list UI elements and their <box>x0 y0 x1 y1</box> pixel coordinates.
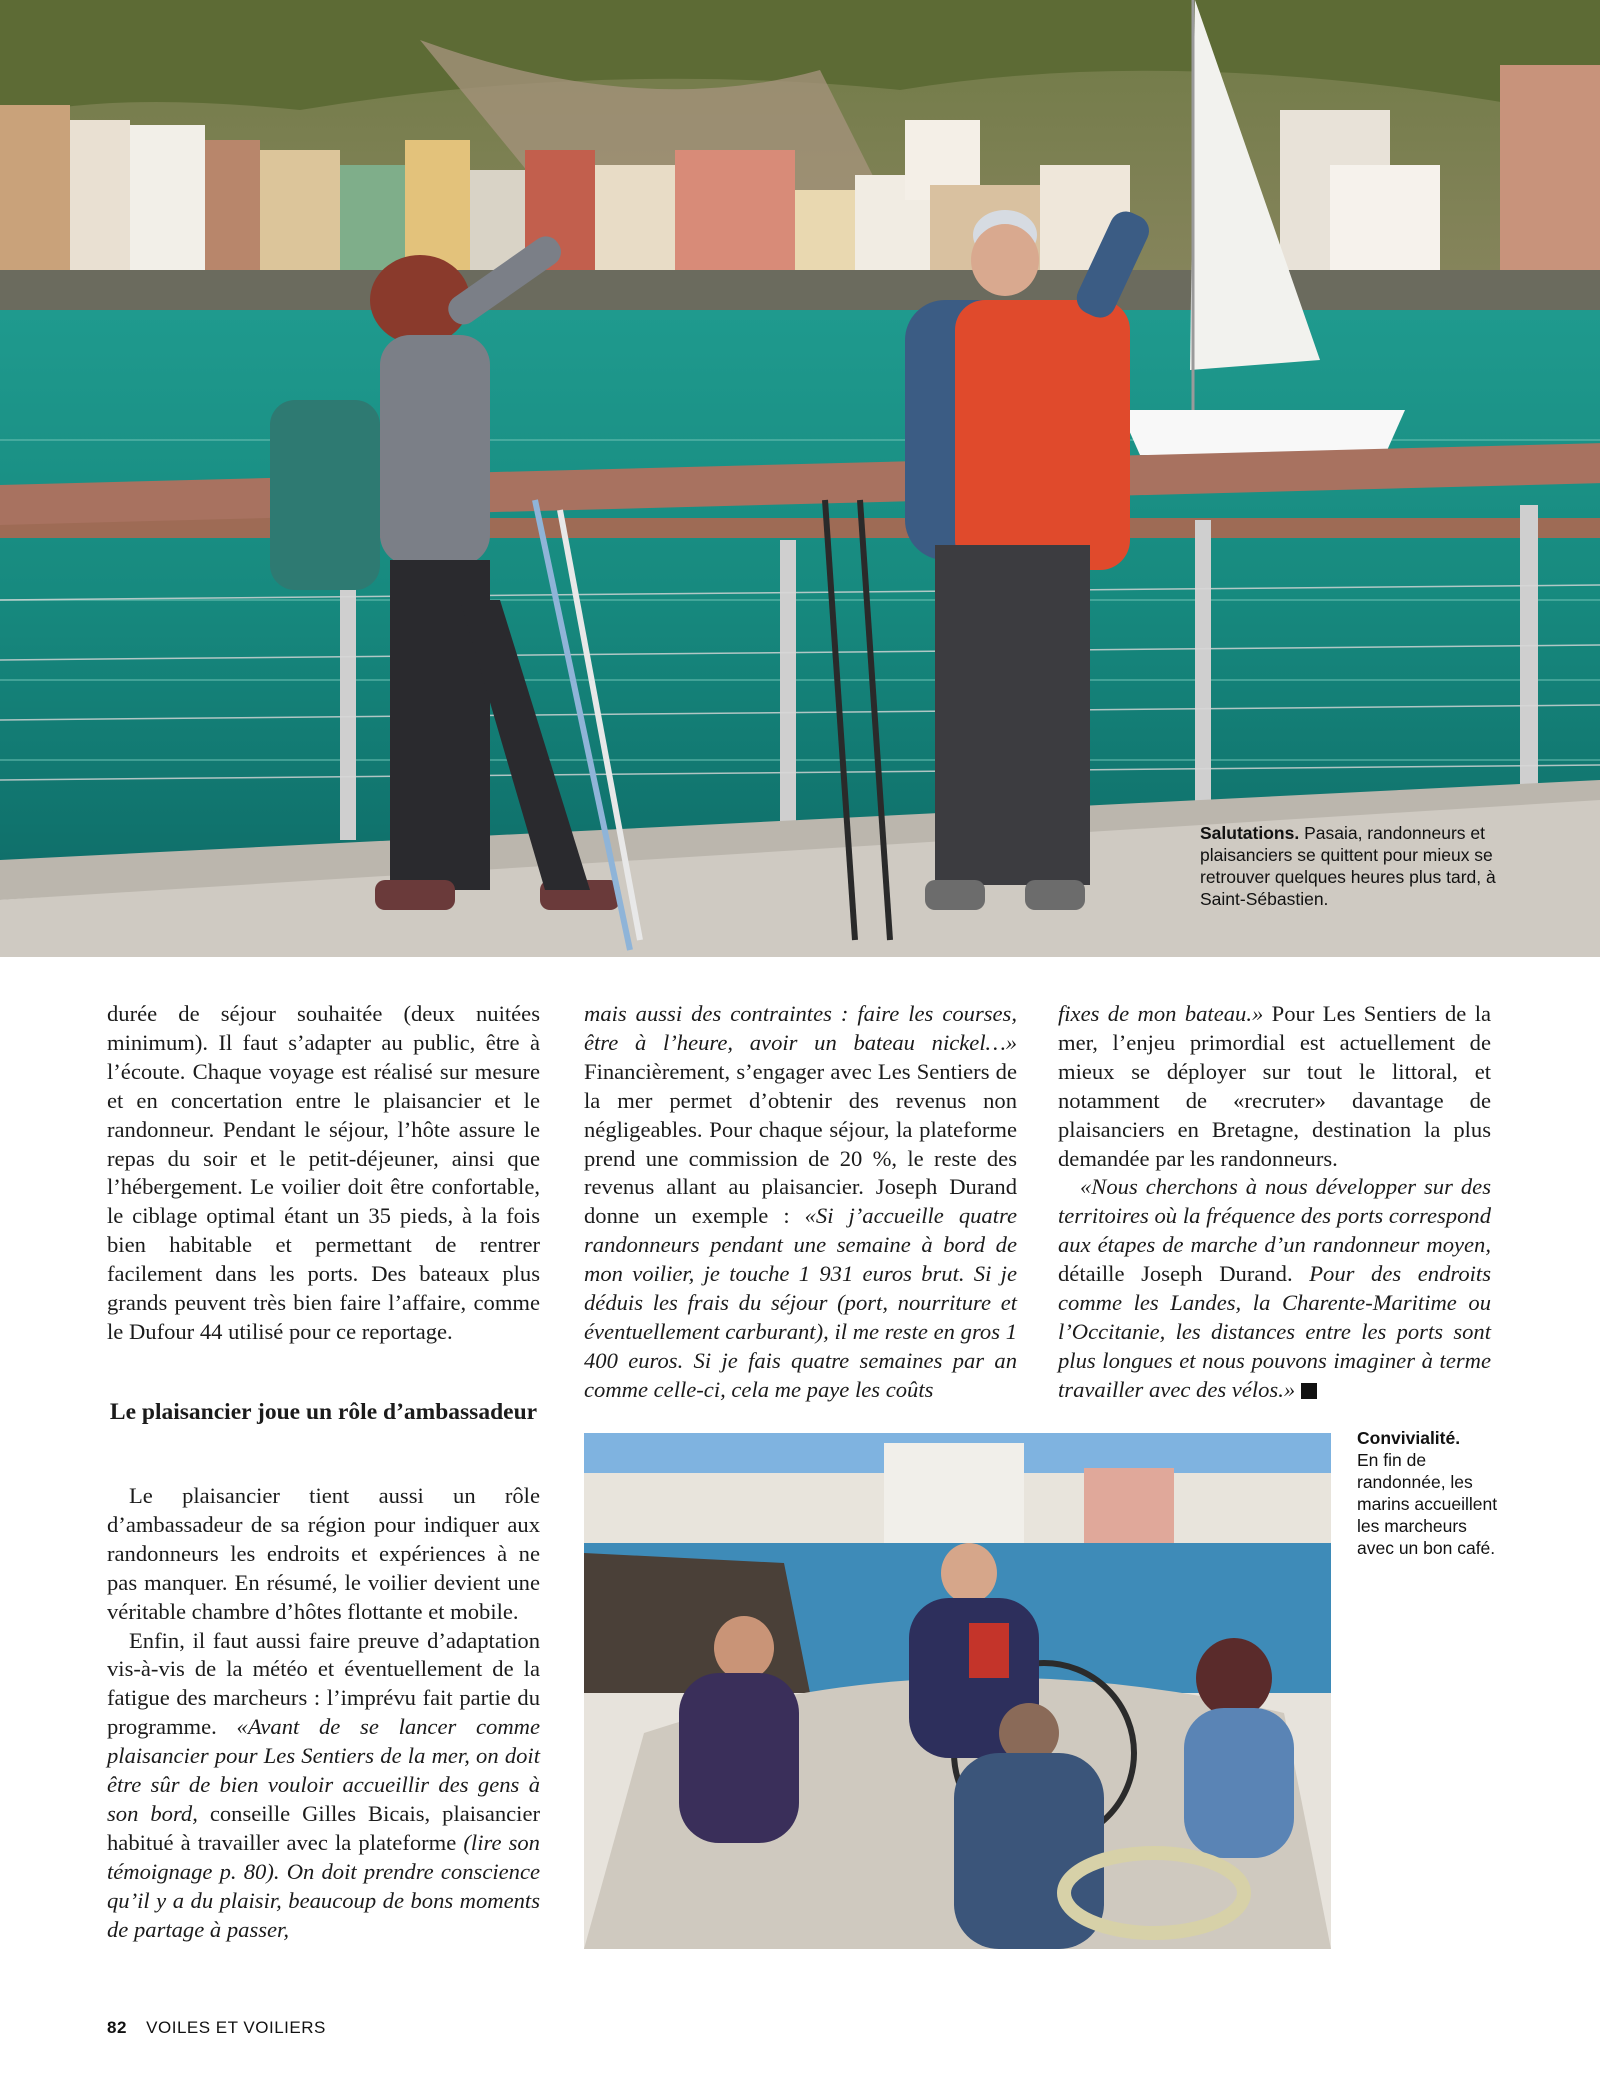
article-column-2 <box>584 1000 1017 1405</box>
quote: Pour des endroits comme les Landes, la Charente-Maritime ou l’Occitanie, les distances entre les ports sont plus longues et nous pouvons imaginer à terme travailler avec des vélos.» <box>1058 1261 1491 1402</box>
text-run: détaille Joseph Durand. <box>1058 1261 1310 1287</box>
paragraph: durée de séjour souhaitée (deux nuitées minimum). Il faut s’adapter au public, être à l’écoute. Chaque voyage est réalisé sur mesure et en concertation entre le plaisancier et le randonneur. Pendant le séjour, l’hôte assure le repas du soir et le petit-déjeuner, ainsi que l’hébergement. Le voilier doit être confortable, le ciblage optimal étant un 35 pieds, à la fois bien habitable et permettant de rentrer facilement dans les ports. Des bateaux plus grands peuvent très bien faire l’affaire, comme le Dufour 44 utilisé pour ce reportage. <box>107 1001 540 1344</box>
article-column-1-continued <box>107 1482 540 1945</box>
paragraph <box>107 1627 540 1945</box>
caption-text: Pasaia, randonneurs et plaisanciers se quittent pour mieux se retrouver quelques heures plus tard, à Saint-Sébastien. <box>1200 823 1496 909</box>
hikers-harbour-illustration <box>0 0 1600 957</box>
reference: (lire son témoignage p. 80). <box>107 1829 540 1884</box>
sailors-coffee-illustration <box>584 1433 1331 1949</box>
end-of-article-mark <box>1301 1383 1317 1399</box>
paragraph <box>1058 1173 1491 1404</box>
quote: fixes de mon bateau.» <box>1058 1001 1264 1026</box>
page-footer <box>107 2018 326 2038</box>
hero-photo <box>0 0 1600 957</box>
subheading: Le plaisancier joue un rôle d’ambassadeur <box>109 1399 538 1425</box>
text-run: Financièrement, s’engager avec Les Sentiers de la mer permet d’obtenir des revenus non négligeables. Pour chaque séjour, la plateforme prend une commission de 20 %, le reste des revenus allant au plaisancier. Joseph Durand donne un exemple : <box>584 1058 1017 1229</box>
text-run: Pour Les Sentiers de la mer, l’enjeu primordial est actuellement de mieux se déployer sur tout le littoral, et notamment de «recruter» davantage de plaisanciers en Bretagne, destination la plus demandée par les randonneurs. <box>1058 1001 1491 1171</box>
caption-text: En fin de randonnée, les marins accueillent les marcheurs avec un bon café. <box>1357 1450 1498 1558</box>
paragraph <box>1058 1000 1491 1173</box>
bottom-photo-caption <box>1357 1427 1507 1559</box>
top-photo-caption <box>1200 822 1500 910</box>
page-number: 82 <box>107 2018 127 2037</box>
paragraph <box>584 1000 1017 1405</box>
text-run: conseille Gilles Bicais, plaisancier habitué à travailler avec la plateforme <box>107 1800 541 1855</box>
magazine-name: VOILES ET VOILIERS <box>146 2018 326 2037</box>
quote: «Si j’accueille quatre randonneurs pendant une semaine à bord de mon voilier, je touche 1 931 euros brut. Si je déduis les frais du séjour (port, nourriture et éventuellement carburant), il me reste en gros 1 400 euros. Si je fais quatre semaines par an comme celle-ci, cela me paye les coûts <box>584 1203 1017 1402</box>
quote: mais aussi des contraintes : faire les courses, être à l’heure, avoir un bateau nickel…» <box>584 1001 1017 1055</box>
text-run: Enfin, il faut aussi faire preuve d’adaptation vis-à-vis de la météo et éventuellement de la fatigue des marcheurs : l’imprévu fait partie du programme. <box>107 1627 540 1740</box>
quote: On doit prendre conscience qu’il y a du plaisir, beaucoup de bons moments de partage à passer, <box>107 1858 541 1942</box>
article-column-3 <box>1058 1000 1491 1405</box>
paragraph: Le plaisancier tient aussi un rôle d’ambassadeur de sa région pour indiquer aux randonneurs les endroits et expériences à ne pas manquer. En résumé, le voilier devient une véritable chambre d’hôtes flottante et mobile. <box>107 1483 540 1624</box>
caption-title: Convivialité. <box>1357 1428 1461 1448</box>
caption-title: Salutations. <box>1200 823 1300 843</box>
quote: «Avant de se lancer comme plaisancier pour Les Sentiers de la mer, on doit être sûr de bien vouloir accueillir des gens à son bord, <box>107 1714 540 1826</box>
article-column-1 <box>107 1000 540 1347</box>
boat-photo <box>584 1433 1331 1949</box>
quote: «Nous cherchons à nous développer sur des territoires où la fréquence des ports correspond aux étapes de marche d’un randonneur moyen, <box>1058 1174 1491 1258</box>
